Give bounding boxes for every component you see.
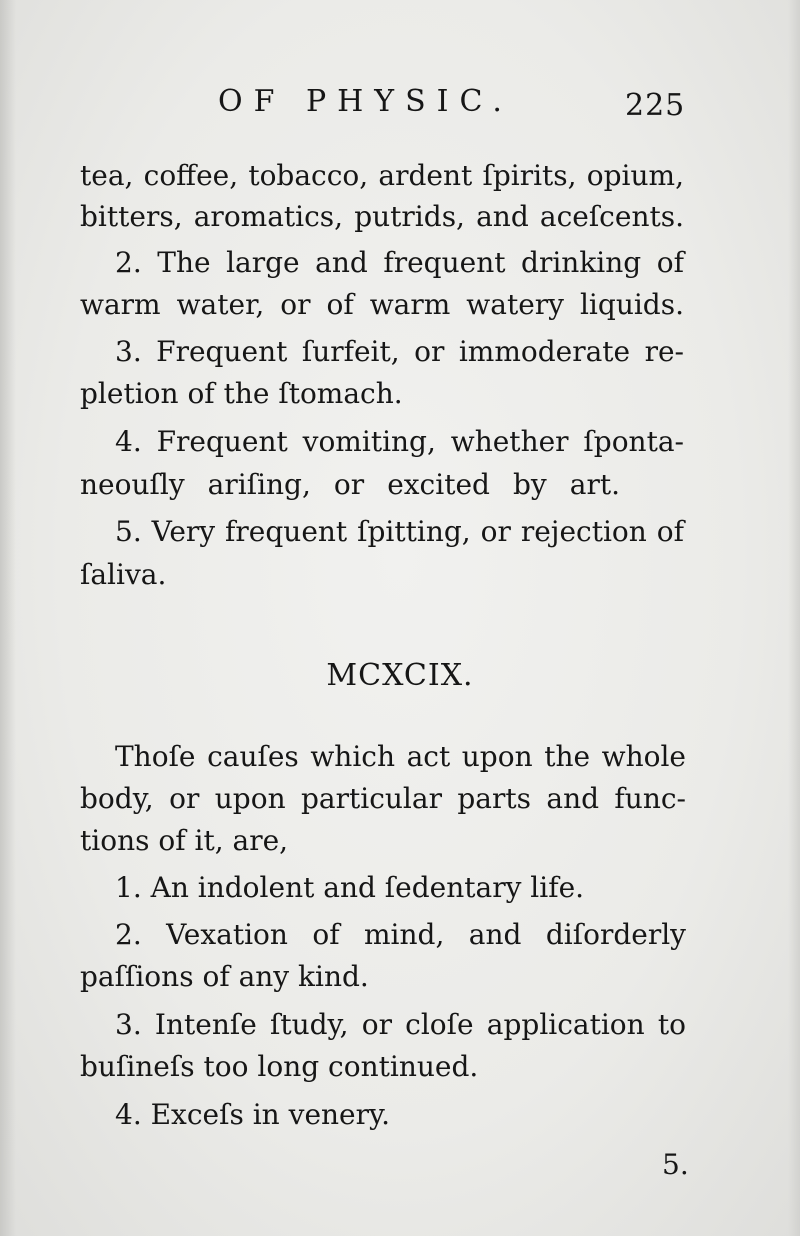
list-item: 3. Intenſe ſtudy, or cloſe application to: [115, 1008, 686, 1041]
list-item: 2. The large and frequent drinking of: [115, 246, 684, 279]
text-line: buſineſs too long continued.: [80, 1050, 479, 1083]
page-header: [0, 74, 800, 124]
running-title: OF PHYSIC.: [218, 84, 513, 119]
list-item: 2. Vexation of mind, and diſorderly: [115, 918, 686, 951]
text-line: warm water, or of warm watery liquids.: [80, 288, 684, 321]
page-edge-shadow-left: [0, 0, 16, 1236]
text-line: tea, coffee, tobacco, ardent ſpirits, opium,: [80, 159, 684, 192]
list-item: 3. Frequent ſurfeit, or immoderate re-: [115, 335, 684, 368]
catchword: 5.: [662, 1148, 689, 1181]
list-item: 4. Exceſs in venery.: [115, 1098, 390, 1131]
text-line: ſaliva.: [80, 558, 167, 591]
page-number: 225: [625, 88, 686, 123]
text-line: neouſly ariſing, or excited by art.: [80, 468, 620, 501]
text-line: bitters, aromatics, putrids, and aceſcents.: [80, 200, 684, 233]
text-line: tions of it, are,: [80, 824, 289, 857]
list-item: 1. An indolent and ſedentary life.: [115, 871, 585, 904]
text-line: body, or upon particular parts and func-: [80, 782, 686, 815]
list-item: 4. Frequent vomiting, whether ſponta-: [115, 425, 684, 458]
text-line: paſſions of any kind.: [80, 960, 369, 993]
section-heading: MCXCIX.: [326, 658, 474, 693]
page-edge-shadow-right: [788, 0, 800, 1236]
text-line: pletion of the ſtomach.: [80, 377, 403, 410]
list-item: 5. Very frequent ſpitting, or rejection of: [115, 515, 684, 548]
text-line: Thoſe cauſes which act upon the whole: [115, 740, 686, 773]
